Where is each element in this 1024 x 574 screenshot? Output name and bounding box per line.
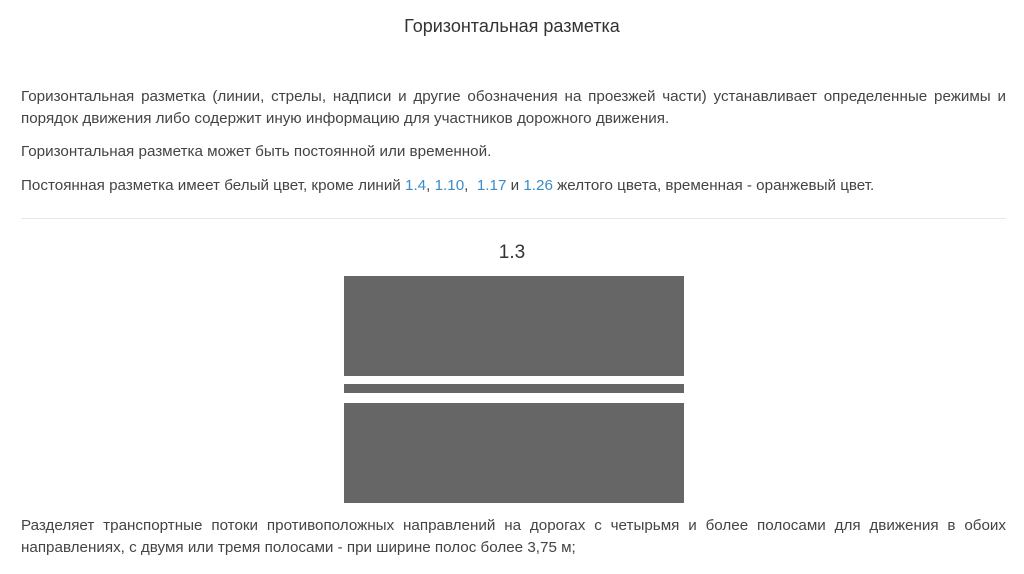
separator: , (426, 177, 435, 194)
intro-text-3 (21, 175, 1006, 197)
marking-number: 1.3 (498, 242, 526, 263)
separator: и (506, 177, 524, 194)
intro-text-1: Горизонтальная разметка (линии, стрелы, надписи и другие обозначения на проезжей части) устанавливает определенные режимы и порядок движения либо содержит иную информацию для участников дорожного движения. (21, 88, 1006, 127)
road-lane-bottom (344, 403, 684, 503)
intro-text-3-end: желтого цвета, временная - оранжевый цвет. (552, 177, 875, 194)
road-center-strip (344, 384, 684, 393)
intro-text-2: Горизонтальная разметка может быть постоянной или временной. (21, 143, 492, 160)
page-title: Горизонтальная разметка (404, 16, 620, 36)
link-marking-1-4[interactable]: 1.4 (405, 177, 427, 194)
section-divider (21, 218, 1006, 219)
link-marking-1-10[interactable]: 1.10 (434, 177, 465, 194)
marking-description: Разделяет транспортные потоки противоположных направлений на дорогах с четырьмя и более полосами для движения в обоих направлениях, с двумя или тремя полосами - при ширине полос более 3,75 м; (21, 517, 1006, 556)
separator: , (464, 177, 477, 194)
road-lane-top (344, 276, 684, 376)
link-marking-1-17[interactable]: 1.17 (476, 177, 507, 194)
intro-text-3-start: Постоянная разметка имеет белый цвет, кроме линий (21, 177, 406, 194)
intro-paragraph-1 (21, 86, 1006, 130)
intro-paragraph-2 (21, 141, 1006, 163)
marking-illustration (344, 276, 684, 503)
intro-paragraph-3 (21, 175, 1006, 197)
link-marking-1-26[interactable]: 1.26 (523, 177, 553, 194)
